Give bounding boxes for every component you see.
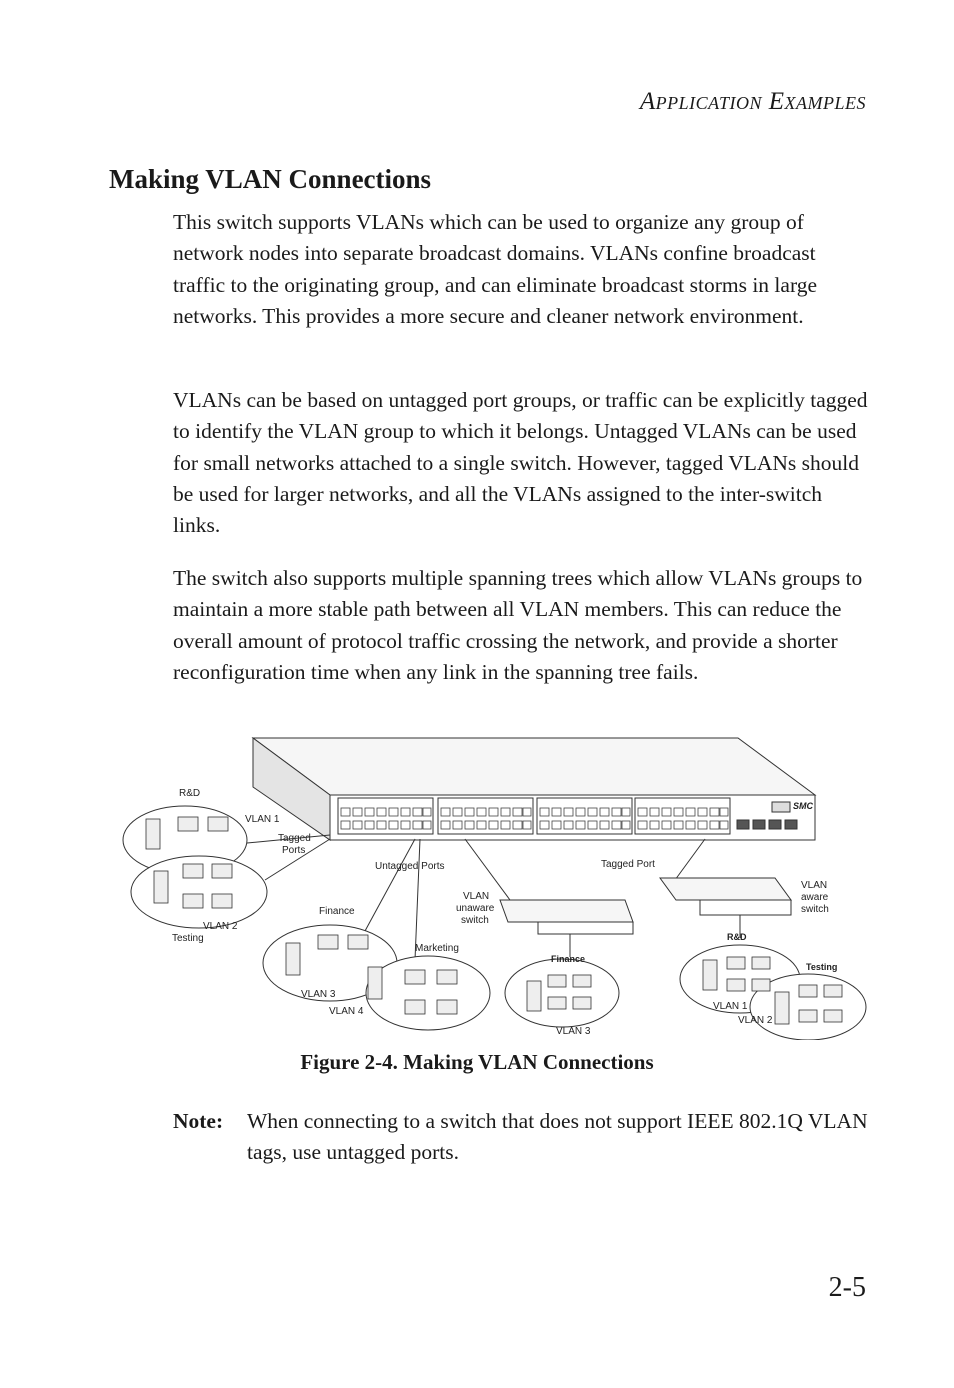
vlan-unaware-label-2: unaware [456, 903, 495, 914]
note-label: Note: [173, 1109, 224, 1133]
rd-right-label: R&D [727, 932, 747, 942]
vlan-unaware-switch [500, 900, 633, 934]
vlan-aware-switch [660, 878, 791, 915]
tagged-ports-label-1: Tagged [278, 833, 311, 844]
tagged-ports-label-2: Ports [282, 845, 306, 856]
running-head-small-caps-2: XAMPLES [784, 93, 866, 113]
vlan2-left-label: VLAN 2 [203, 921, 238, 932]
testing-left-label: Testing [172, 933, 204, 944]
vlan-aware-label-2: aware [801, 892, 829, 903]
vlan-aware-label-1: VLAN [801, 880, 828, 891]
running-head-cap-a: A [639, 88, 656, 115]
page-number: 2-5 [828, 1272, 866, 1303]
running-head-cap-e: E [768, 88, 785, 115]
tagged-port-label: Tagged Port [601, 859, 655, 870]
figure-caption: Figure 2-4. Making VLAN Connections [300, 1050, 654, 1074]
note-text: When connecting to a switch that does not support IEEE 802.1Q VLAN tags, use untagged ports. [247, 1109, 868, 1165]
paragraph-3: The switch also supports multiple spanning trees which allow VLANs groups to maintain a more stable path between all VLAN members. This can reduce the overall amount of protocol traffic crossing the network, and provide a shorter reconfiguration time when any link in the spanning tree fails. [173, 566, 863, 684]
vlan1-left-label: VLAN 1 [245, 814, 280, 825]
vlan-unaware-label-1: VLAN [463, 891, 490, 902]
untagged-ports-label: Untagged Ports [375, 861, 445, 872]
vlan-connections-figure [115, 735, 875, 1040]
rd-left-label: R&D [179, 788, 201, 799]
testing-right-label: Testing [806, 962, 838, 972]
vlan3-left-label: VLAN 3 [301, 989, 336, 1000]
main-switch [253, 738, 815, 840]
running-head [640, 88, 866, 116]
marketing-label: Marketing [415, 943, 459, 954]
vlan-unaware-label-3: switch [461, 915, 489, 926]
section-title: Making VLAN Connections [109, 164, 432, 194]
vlan3-mid-label: VLAN 3 [556, 1026, 591, 1037]
finance-mid-group [505, 959, 619, 1027]
paragraph-1: This switch supports VLANs which can be used to organize any group of network nodes into separate broadcast domains. VLANs confine broadcast traffic to the originating group, and can eliminate broadcast storms in large networks. This provides a more secure and cleaner network environment. [173, 210, 818, 328]
vlan-diagram [115, 735, 875, 1040]
vlan4-label: VLAN 4 [329, 1006, 364, 1017]
marketing-group [366, 956, 490, 1030]
vlan2-right-label: VLAN 2 [738, 1015, 773, 1026]
paragraph-2: VLANs can be based on untagged port groups, or traffic can be explicitly tagged to identify the VLAN group to which it belongs. Untagged VLANs can be used for small networks attached to a single switch. However, tagged VLANs should be used for larger networks, and all the VLANs assigned to the inter-switch links. [173, 388, 868, 538]
console-port [772, 802, 790, 812]
finance-left-label: Finance [319, 906, 355, 917]
vlan-aware-label-3: switch [801, 904, 829, 915]
running-head-small-caps-1: PPLICATION [655, 93, 762, 113]
note-block [173, 1106, 873, 1169]
brand-logo-text: SMC [793, 801, 813, 811]
finance-mid-label: Finance [551, 954, 586, 964]
vlan1-right-label: VLAN 1 [713, 1001, 748, 1012]
